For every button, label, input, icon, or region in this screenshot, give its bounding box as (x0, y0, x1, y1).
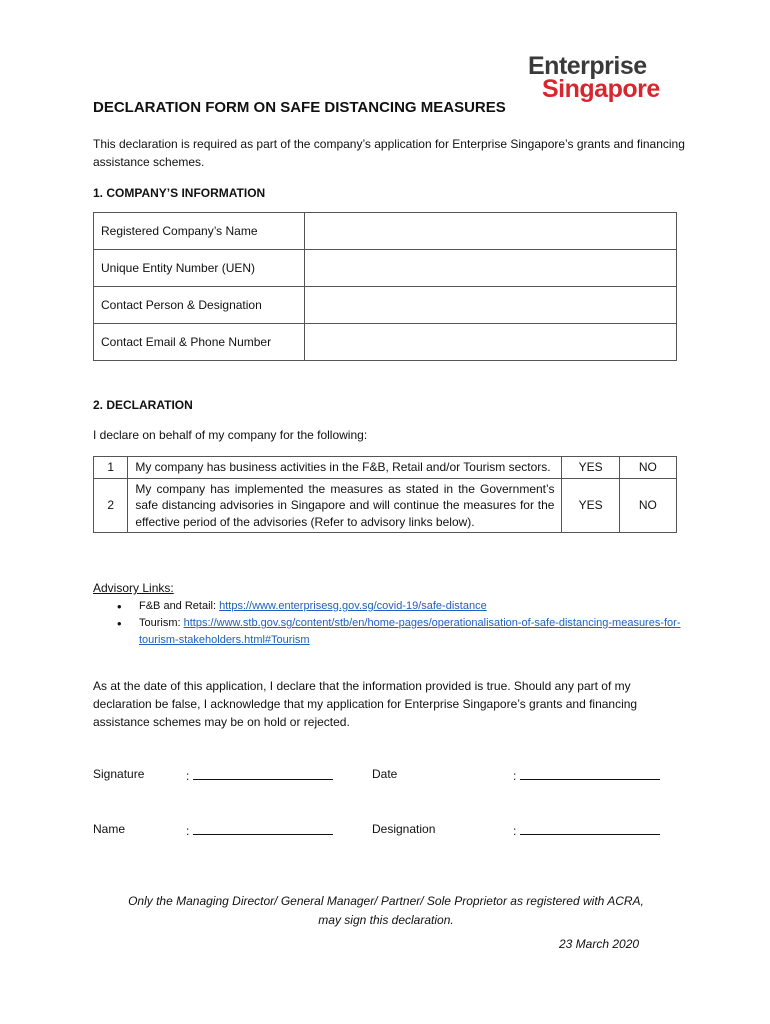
yes-option[interactable]: YES (562, 457, 619, 479)
section-2-heading: 2. DECLARATION (93, 398, 193, 412)
name-blank[interactable] (193, 822, 333, 835)
declaration-statement: As at the date of this application, I declare that the information provided is true. Should any part of my declaration be false, I acknowledge that my application for Enterprise Singapore’s grants and financing assistance schemes may be on hold or rejected. (93, 679, 638, 729)
link-prefix: F&B and Retail: (139, 600, 220, 612)
name-field[interactable] (186, 822, 333, 838)
document-date: 23 March 2020 (559, 937, 640, 951)
table-row (94, 324, 677, 361)
name-label: Name (93, 822, 126, 836)
advisory-links-title: Advisory Links: (93, 581, 174, 595)
advisory-links-list (93, 598, 683, 649)
signatory-note-line-1: Only the Managing Director/ General Manager/ Partner/ Sole Proprietor as registered with ACRA, (128, 894, 644, 908)
yes-option[interactable]: YES (562, 478, 619, 533)
field-label: Contact Email & Phone Number (94, 324, 305, 361)
enterprisesg-link[interactable]: https://www.enterprisesg.gov.sg/covid-19/safe-distance (219, 600, 487, 612)
list-item (93, 615, 683, 649)
list-item (93, 598, 683, 615)
designation-blank[interactable] (520, 822, 660, 835)
signatory-note (80, 892, 692, 930)
field-label: Contact Person & Designation (94, 287, 305, 324)
designation-label: Designation (372, 822, 436, 836)
logo-line-1: Enterprise (528, 52, 647, 80)
table-row (94, 250, 677, 287)
colon: : (513, 769, 517, 783)
declaration-table (93, 456, 677, 533)
company-info-table (93, 212, 677, 361)
section-1-heading: 1. COMPANY’S INFORMATION (93, 186, 266, 200)
company-name-field[interactable] (305, 213, 677, 250)
no-option[interactable]: NO (619, 457, 676, 479)
declaration-text: My company has implemented the measures as stated in the Government’s safe distancing advisories in Singapore and will continue the measures for the effective period of the advisories (Refer to advisory links below). (128, 478, 562, 533)
date-label: Date (372, 767, 398, 781)
table-row (94, 478, 677, 533)
table-row (94, 457, 677, 479)
declaration-text: My company has business activities in the F&B, Retail and/or Tourism sectors. (128, 457, 562, 479)
uen-field[interactable] (305, 250, 677, 287)
link-prefix: Tourism: (139, 617, 184, 629)
date-field[interactable] (513, 767, 660, 783)
enterprise-singapore-logo (528, 54, 668, 102)
page-title: DECLARATION FORM ON SAFE DISTANCING MEASURES (93, 99, 506, 116)
designation-field[interactable] (513, 822, 660, 838)
logo-line-2: Singapore (542, 75, 660, 103)
table-row (94, 213, 677, 250)
signature-blank[interactable] (193, 767, 333, 780)
date-blank[interactable] (520, 767, 660, 780)
stb-link[interactable]: https://www.stb.gov.sg/content/stb/en/home-pages/operationalisation-of-safe-distancing-measures-for-tourism-stakeholders.html#Tourism (139, 617, 681, 646)
colon: : (186, 824, 190, 838)
declaration-lead: I declare on behalf of my company for the following: (93, 428, 368, 442)
table-row (94, 287, 677, 324)
contact-email-phone-field[interactable] (305, 324, 677, 361)
field-label: Registered Company’s Name (94, 213, 305, 250)
no-option[interactable]: NO (619, 478, 676, 533)
colon: : (513, 824, 517, 838)
field-label: Unique Entity Number (UEN) (94, 250, 305, 287)
contact-person-field[interactable] (305, 287, 677, 324)
row-number: 1 (94, 457, 128, 479)
signature-field[interactable] (186, 767, 333, 783)
row-number: 2 (94, 478, 128, 533)
signatory-note-line-2: may sign this declaration. (318, 913, 454, 927)
colon: : (186, 769, 190, 783)
signature-label: Signature (93, 767, 145, 781)
intro-paragraph: This declaration is required as part of the company’s application for Enterprise Singapore’s grants and financing assistance schemes. (93, 137, 685, 169)
